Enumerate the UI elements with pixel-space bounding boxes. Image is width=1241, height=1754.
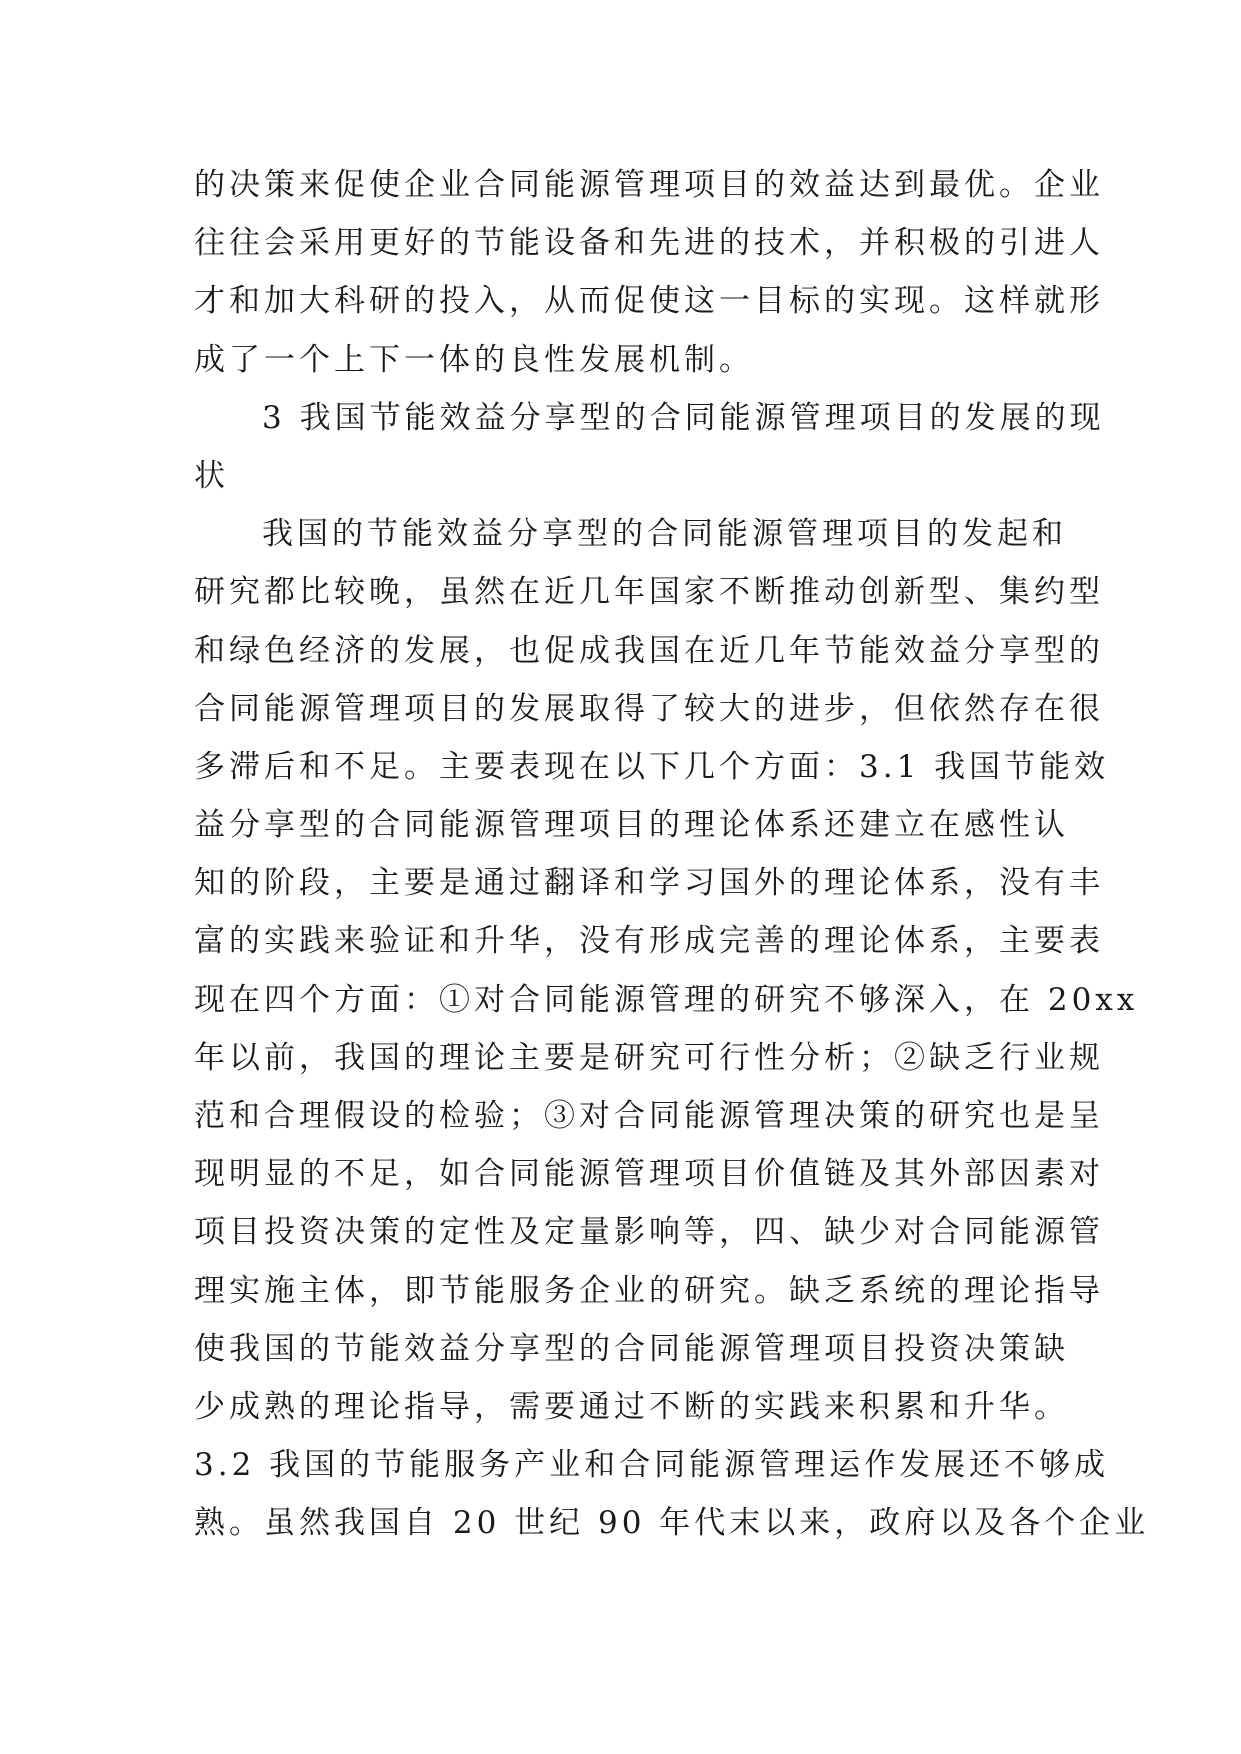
text-line: 才和加大科研的投入，从而促使这一目标的实现。这样就形 (194, 283, 1104, 320)
text-line: 3.2 我国的节能服务产业和合同能源管理运作发展还不够成 (194, 1447, 1110, 1484)
text-line: 合同能源管理项目的发展取得了较大的进步，但依然存在很 (194, 690, 1104, 727)
body-text (194, 156, 1150, 1553)
text-line: 理实施主体，即节能服务企业的研究。缺乏系统的理论指导 (194, 1272, 1104, 1309)
text-line: 的决策来促使企业合同能源管理项目的效益达到最优。企业 (194, 167, 1104, 203)
text-line: 状 (194, 457, 229, 494)
text-line: 多滞后和不足。主要表现在以下几个方面：3.1 我国节能效 (194, 748, 1110, 785)
text-line: 知的阶段，主要是通过翻译和学习国外的理论体系，没有丰 (194, 865, 1104, 902)
text-line: 益分享型的合同能源管理项目的理论体系还建立在感性认 (194, 807, 1069, 844)
text-line: 我国的节能效益分享型的合同能源管理项目的发起和 (262, 516, 1067, 553)
text-line: 少成熟的理论指导，需要通过不断的实践来积累和升华。 (194, 1388, 1069, 1425)
text-line: 富的实践来验证和升华，没有形成完善的理论体系，主要表 (194, 923, 1104, 960)
text-line: 范和合理假设的检验；③对合同能源管理决策的研究也是呈 (194, 1098, 1104, 1134)
text-line: 使我国的节能效益分享型的合同能源管理项目投资决策缺 (194, 1330, 1069, 1367)
text-line: 熟。虽然我国自 20 世纪 90 年代末以来，政府以及各个企业 (194, 1505, 1150, 1542)
text-line: 现明显的不足，如合同能源管理项目价值链及其外部因素对 (194, 1156, 1104, 1193)
text-line: 项目投资决策的定性及定量影响等，四、缺少对合同能源管 (194, 1214, 1104, 1251)
text-line: 现在四个方面：①对合同能源管理的研究不够深入，在 20xx (194, 981, 1139, 1018)
text-line: 年以前，我国的理论主要是研究可行性分析；②缺乏行业规 (194, 1039, 1104, 1076)
text-line: 研究都比较晚，虽然在近几年国家不断推动创新型、集约型 (194, 574, 1104, 611)
text-line: 成了一个上下一体的良性发展机制。 (194, 341, 754, 378)
text-line: 和绿色经济的发展，也促成我国在近几年节能效益分享型的 (194, 632, 1104, 669)
text-line: 3 我国节能效益分享型的合同能源管理项目的发展的现 (262, 399, 1105, 436)
text-line: 往往会采用更好的节能设备和先进的技术，并积极的引进人 (194, 225, 1104, 262)
